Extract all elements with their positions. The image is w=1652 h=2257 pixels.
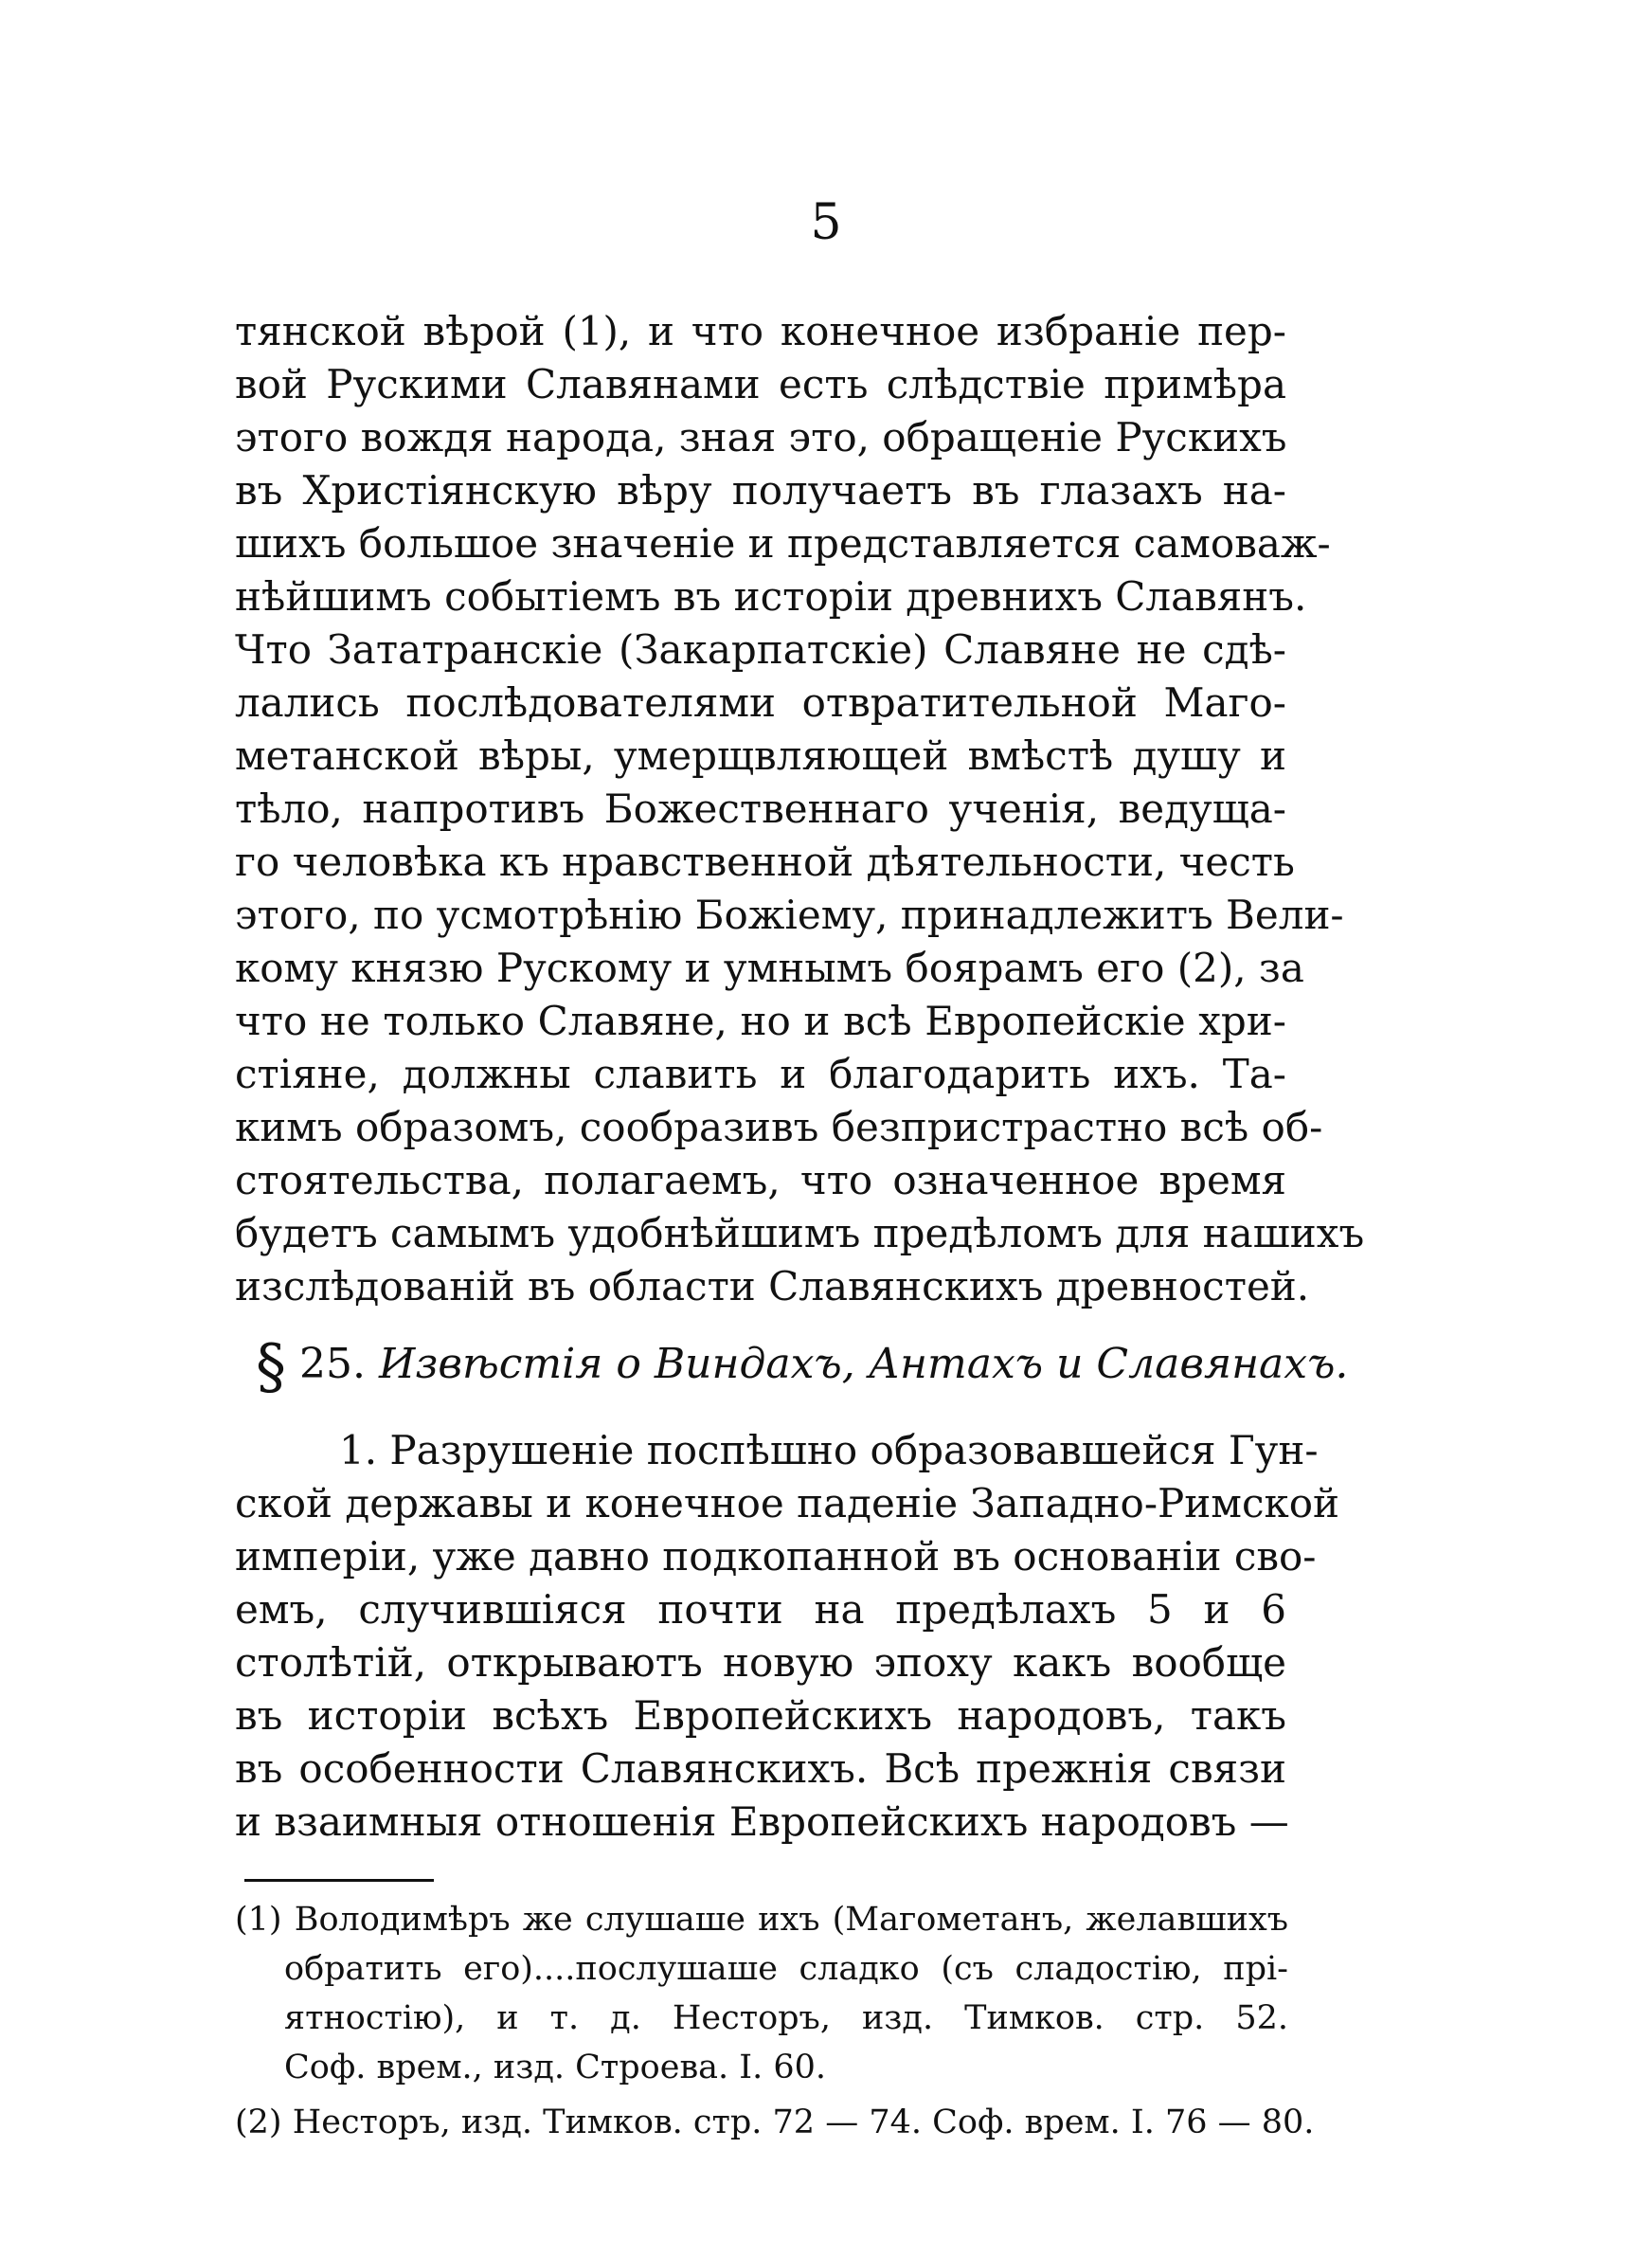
text-line: стоятельства, полагаемъ, что означенное время [235,1157,1286,1203]
section-title: Извѣстія о Виндахъ, Антахъ и Славянахъ. [378,1340,1349,1388]
footnote-divider [244,1879,434,1882]
footnotes [235,1895,1315,2147]
page-number: 5 [810,194,842,251]
text-line: метанской вѣры, умерщвляющей вмѣстѣ душу и [235,732,1286,779]
text-line: кимъ образомъ, сообразивъ безпристрастно всѣ об- [235,1104,1323,1150]
text-line: шихъ большое значеніе и представляется самоваж- [235,520,1331,567]
text-line: имперіи, уже давно подкопанной въ основаніи сво- [235,1533,1317,1580]
text-line: и взаимныя отношенія Европейскихъ народовъ — [235,1798,1289,1845]
text-line: этого, по усмотрѣнію Божіему, принадлежитъ Вели- [235,892,1344,938]
text-line: стіяне, должны славить и благодарить ихъ. Та- [235,1051,1286,1097]
text-line: будетъ самымъ удобнѣйшимъ предѣломъ для нашихъ [235,1210,1365,1256]
text-line: въ Христіянскую вѣру получаетъ въ глазахъ на- [235,467,1286,514]
text-line: кому князю Рускому и умнымъ боярамъ его (2), за [235,945,1304,991]
text-line: вой Рускими Славянами есть слѣдствіе примѣра [235,361,1286,407]
footnote-1-line: обратить его)....послушаше сладко (съ сладостію, прі- [284,1950,1288,1988]
text-line: тѣло, напротивъ Божественнаго ученія, ведуща- [235,785,1286,832]
text-line: изслѣдованій въ области Славянскихъ древностей. [235,1263,1310,1309]
text-line: что не только Славяне, но и всѣ Европейскіе хри- [235,998,1286,1044]
text-line: 1. Разрушеніе поспѣшно образовавшейся Гун- [339,1427,1319,1473]
text-line: этого вождя народа, зная это, обращеніе Рускихъ [235,414,1287,460]
text-line: лались послѣдователями отвратительной Маго- [235,679,1286,726]
text-line: нѣйшимъ событіемъ въ исторіи древнихъ Славянъ. [235,573,1307,620]
footnote-1-line: Соф. врем., изд. Строева. I. 60. [284,2049,827,2086]
text-line: тянской вѣрой (1), и что конечное избраніе пер- [235,308,1286,354]
section-number: 25. [299,1340,366,1388]
footnote-1-line: ятностію), и т. д. Несторъ, изд. Тимков. стр. 52. [284,1999,1288,2037]
text-line: ской державы и конечное паденіе Западно-Римской [235,1480,1340,1526]
footnote-2-line: (2) Несторъ, изд. Тимков. стр. 72 — 74. Соф. врем. I. 76 — 80. [235,2104,1315,2141]
text-line: въ исторіи всѣхъ Европейскихъ народовъ, такъ [235,1692,1286,1739]
text-line: емъ, случившіяся почти на предѣлахъ 5 и 6 [235,1586,1286,1633]
text-line: въ особенности Славянскихъ. Всѣ прежнія связи [235,1745,1286,1792]
footnote-1-line: (1) Володимѣръ же слушаше ихъ (Магометанъ, желавшихъ [235,1901,1288,1939]
section-heading [256,1331,1349,1402]
text-line: Что Зататранскіе (Закарпатскіе) Славяне не сдѣ- [235,626,1286,673]
paragraph-continuation [235,305,1365,1313]
text-line: го человѣка къ нравственной дѣятельности, честь [235,839,1295,885]
text-line: столѣтій, открываютъ новую эпоху какъ вообще [235,1639,1286,1686]
section-sign: § [256,1332,286,1402]
paragraph-section-25 [235,1424,1340,1849]
